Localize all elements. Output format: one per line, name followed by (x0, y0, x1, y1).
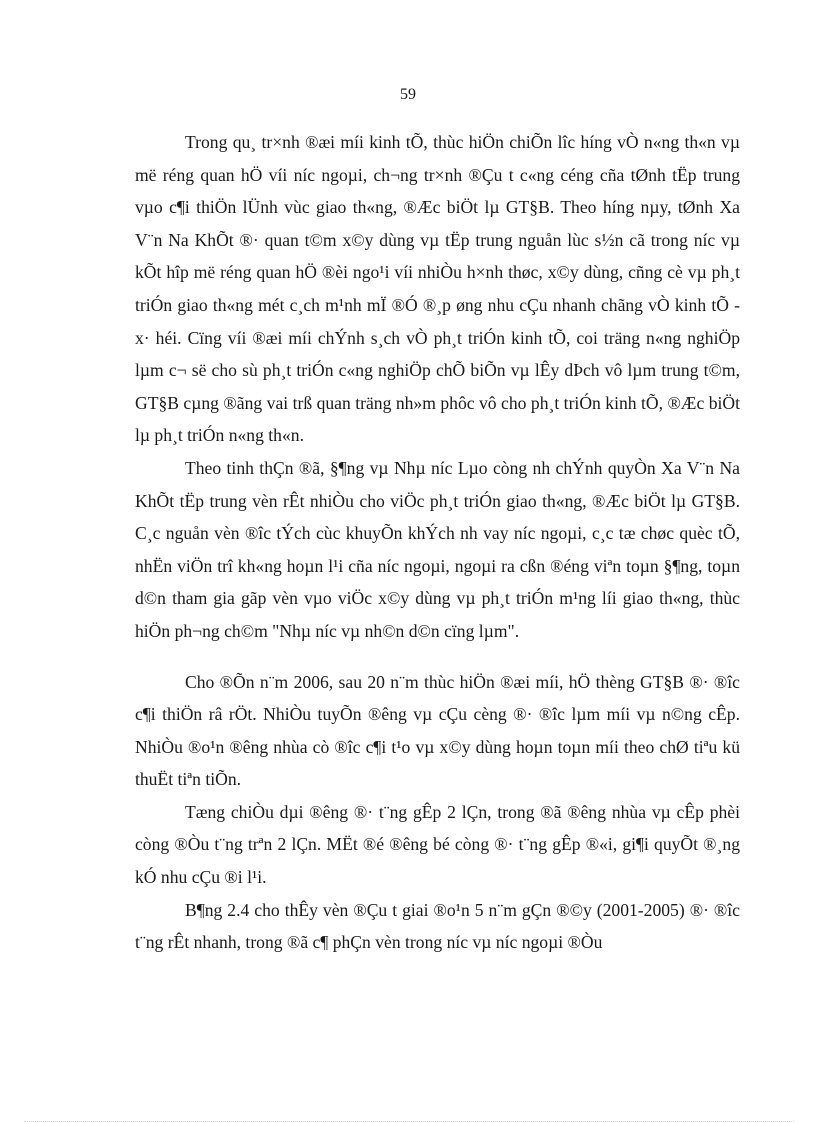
page-number: 59 (400, 86, 416, 103)
body-text (135, 126, 740, 959)
paragraph: B¶ng 2.4 cho thÊy vèn ®Çu t giai ®o¹n 5 n¨m gÇn ®©y (2001-2005) ®· ®îc t¨ng rÊt nhanh, trong ®ã c¶ phÇn vèn trong níc vµ níc ngoµi ®Òu (135, 899, 740, 953)
paragraph: Cho ®Õn n¨m 2006, sau 20 n¨m thùc hiÖn ®æi míi, hÖ thèng GT§B ®· ®îc c¶i thiÖn râ rÖt. NhiÒu tuyÕn ®êng vµ cÇu cèng ®· ®îc lµm míi vµ n©ng cÊp. NhiÒu ®o¹n ®êng nhùa cò ®îc c¶i t¹o vµ x©y dùng hoµn toµn míi theo chØ tiªu kü thuËt tiªn tiÕn. (135, 671, 740, 790)
page-bottom-divider (24, 1121, 794, 1122)
paragraph: Theo tinh thÇn ®ã, §¶ng vµ Nhµ níc Lµo còng nh chÝnh quyÒn Xa V¨n Na KhÕt tËp trung vèn rÊt nhiÒu cho viÖc ph¸t triÓn giao th«ng, ®Æc biÖt lµ GT§B. C¸c nguån vèn ®îc tÝch cùc khuyÕn khÝch nh vay níc ngoµi, c¸c tæ chøc quèc tÕ, nhËn viÖn trî kh«ng hoµn l¹i cña níc ngoµi, ngoµi ra cßn ®éng viªn toµn §¶ng, toµn d©n tham gia gãp vèn vµo viÖc x©y dùng vµ ph¸t triÓn m¹ng líi giao th«ng, thùc hiÖn ph¬ng ch©m "Nhµ níc vµ nh©n d©n cïng lµm". (135, 457, 740, 641)
paragraph: Tæng chiÒu dµi ®êng ®· t¨ng gÊp 2 lÇn, trong ®ã ®êng nhùa vµ cÊp phèi còng ®Òu t¨ng trªn 2 lÇn. MËt ®é ®êng bé còng ®· t¨ng gÊp ®«i, gi¶i quyÕt ®¸ng kÓ nhu cÇu ®i l¹i. (135, 801, 740, 888)
paragraph: Trong qu¸ tr×nh ®æi míi kinh tÕ, thùc hiÖn chiÕn lîc híng vÒ n«ng th«n vµ më réng quan hÖ víi níc ngoµi, ch¬ng tr×nh ®Çu t c«ng céng cña tØnh tËp trung vµo c¶i thiÖn lÜnh vùc giao th«ng, ®Æc biÖt lµ GT§B. Theo híng nµy, tØnh Xa V¨n Na KhÕt ®· quan t©m x©y dùng vµ tËp trung nguån lùc s½n cã trong níc vµ kÕt hîp më réng quan hÖ ®èi ngo¹i víi nhiÒu h×nh thøc, x©y dùng, cñng cè vµ ph¸t triÓn giao th«ng mét c¸ch m¹nh mÏ ®Ó ®¸p øng nhu cÇu nhanh chãng vÒ kinh tÕ - x· héi. Cïng víi ®æi míi chÝnh s¸ch vÒ ph¸t triÓn kinh tÕ, coi träng n«ng nghiÖp lµm c¬ së cho sù ph¸t triÓn c«ng nghiÖp chÕ biÕn vµ lÊy dÞch vô lµm trung t©m, GT§B cµng ®ãng vai trß quan träng nh»m phôc vô cho ph¸t triÓn kinh tÕ, ®Æc biÖt lµ ph¸t triÓn n«ng th«n. (135, 132, 740, 446)
